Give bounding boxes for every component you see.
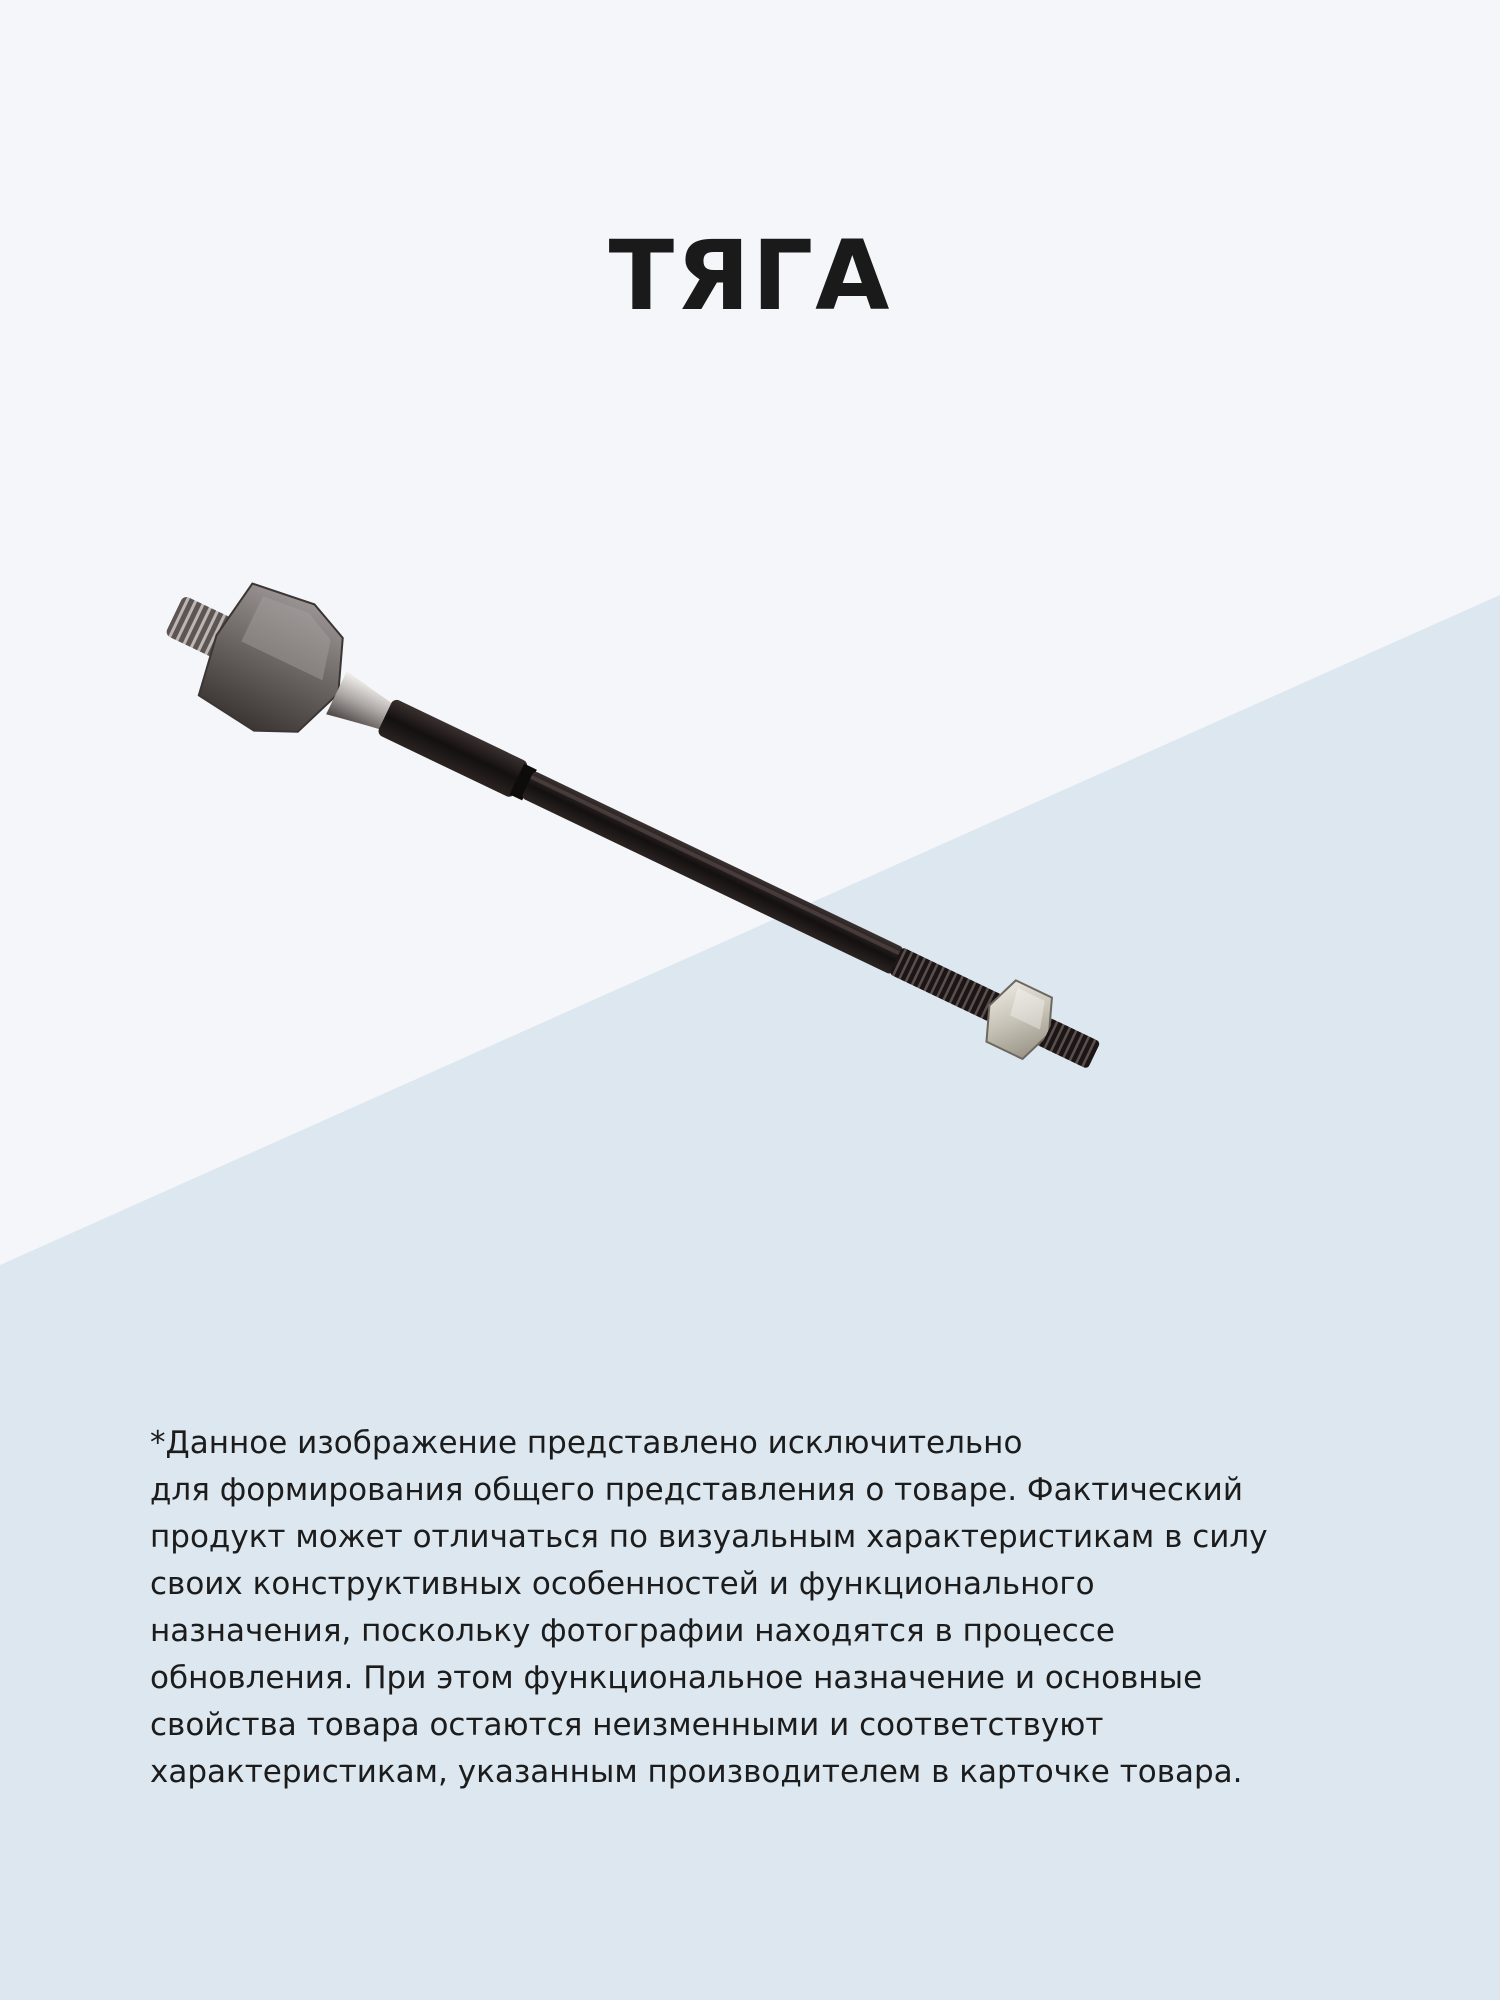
disclaimer-line: обновления. При этом функциональное назначение и основные: [150, 1660, 1203, 1696]
disclaimer-line: *Данное изображение представлено исключительно: [150, 1425, 1023, 1461]
disclaimer-line: для формирования общего представления о товаре. Фактический: [150, 1472, 1243, 1508]
disclaimer-line: продукт может отличаться по визуальным характеристикам в силу: [150, 1519, 1268, 1555]
disclaimer-line: назначения, поскольку фотографии находятся в процессе: [150, 1613, 1115, 1649]
disclaimer-line: характеристикам, указанным производителем в карточке товара.: [150, 1754, 1243, 1790]
disclaimer-text: [150, 1420, 1380, 1796]
disclaimer-line: свойства товара остаются неизменными и соответствуют: [150, 1707, 1104, 1743]
disclaimer-line: своих конструктивных особенностей и функционального: [150, 1566, 1095, 1602]
page-title: ТЯГА: [608, 220, 892, 332]
